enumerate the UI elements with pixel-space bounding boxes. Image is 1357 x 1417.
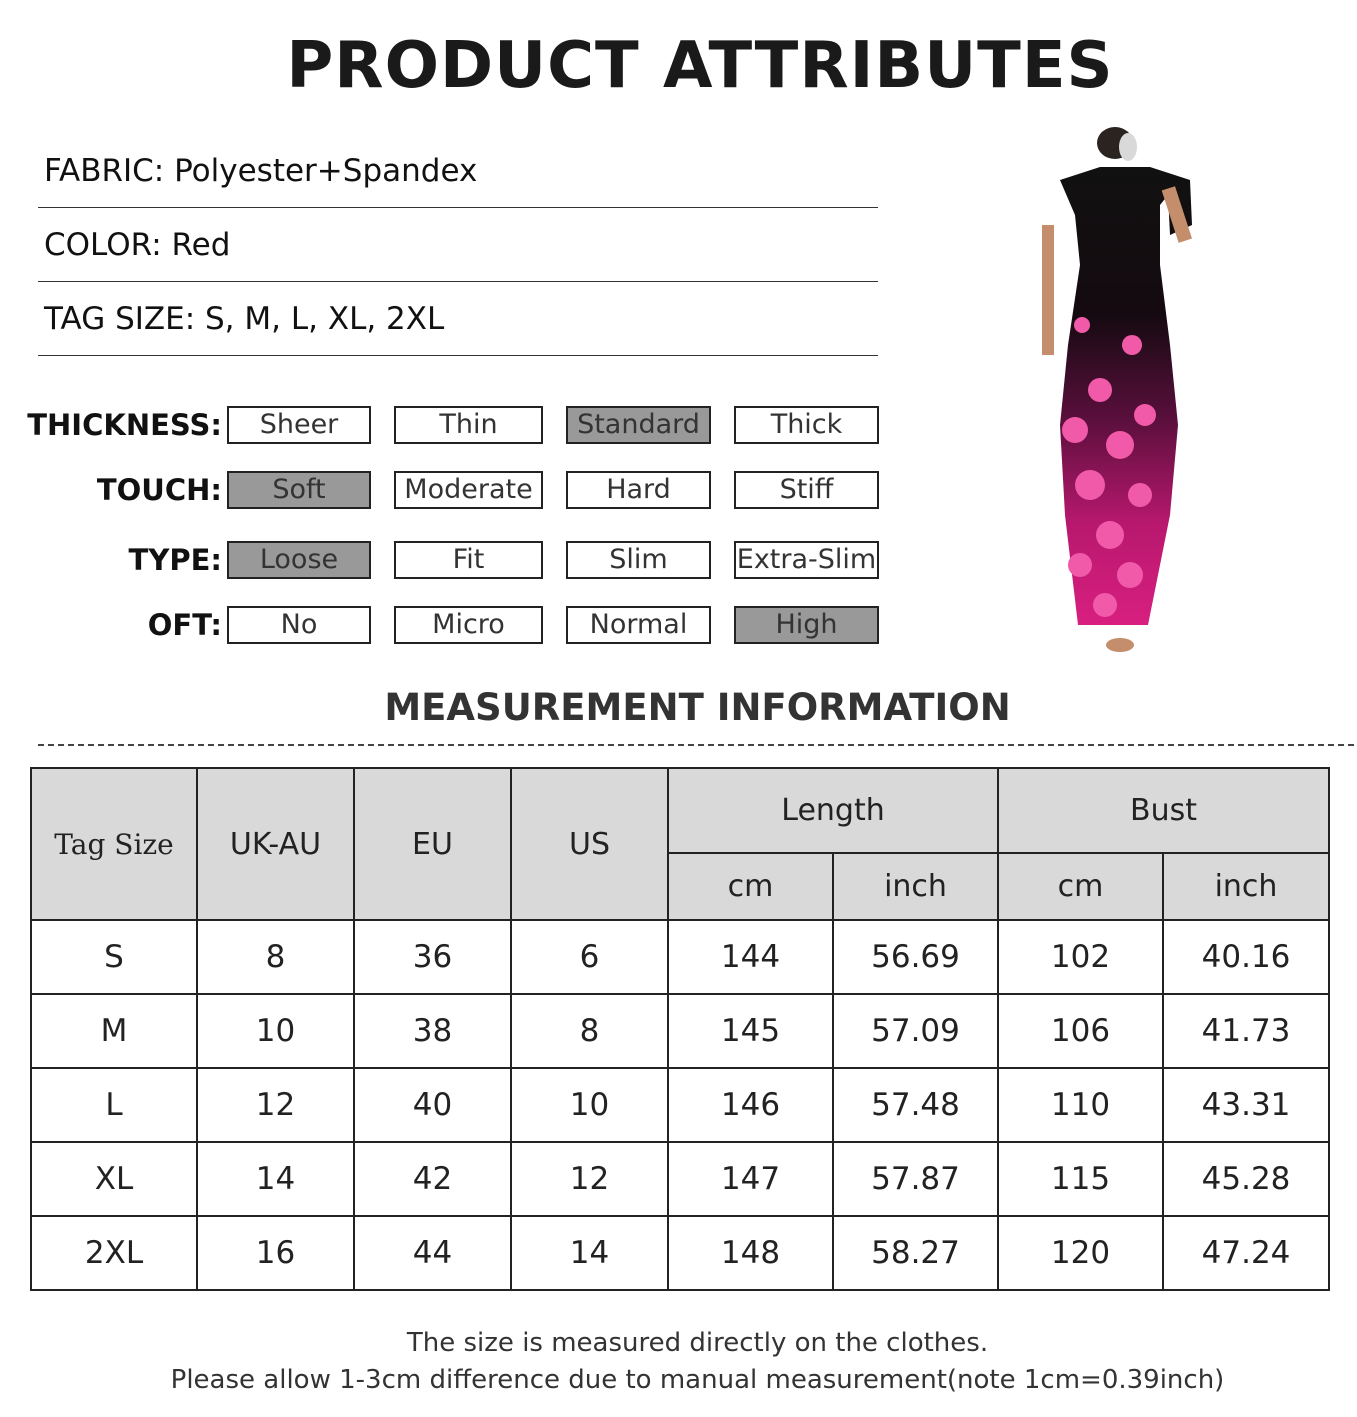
table-cell: 2XL xyxy=(31,1216,197,1290)
header-length: Length xyxy=(668,768,998,853)
table-cell: 56.69 xyxy=(833,920,998,994)
table-cell: 145 xyxy=(668,994,833,1068)
header-length-inch: inch xyxy=(833,853,998,920)
property-label: TOUCH: xyxy=(96,473,222,507)
measurement-title: MEASUREMENT INFORMATION xyxy=(384,686,1011,729)
option-micro: Micro xyxy=(394,606,543,644)
table-cell: 120 xyxy=(998,1216,1163,1290)
tag-size-text: TAG SIZE: S, M, L, XL, 2XL xyxy=(44,301,445,337)
table-cell: 147 xyxy=(668,1142,833,1216)
table-cell: 57.09 xyxy=(833,994,998,1068)
header-bust-inch: inch xyxy=(1163,853,1329,920)
property-label: THICKNESS: xyxy=(27,408,222,442)
option-loose: Loose xyxy=(227,541,371,579)
table-cell: 45.28 xyxy=(1163,1142,1329,1216)
table-cell: 8 xyxy=(197,920,354,994)
table-cell: 42 xyxy=(354,1142,511,1216)
table-cell: 110 xyxy=(998,1068,1163,1142)
header-bust-cm: cm xyxy=(998,853,1163,920)
table-cell: 38 xyxy=(354,994,511,1068)
fabric-text: FABRIC: Polyester+Spandex xyxy=(44,153,478,189)
option-stiff: Stiff xyxy=(734,471,879,509)
foot-shape xyxy=(1106,638,1134,652)
header-length-cm: cm xyxy=(668,853,833,920)
option-normal: Normal xyxy=(566,606,711,644)
table-cell: 41.73 xyxy=(1163,994,1329,1068)
option-sheer: Sheer xyxy=(227,406,371,444)
tag-size-row xyxy=(38,281,878,356)
option-slim: Slim xyxy=(566,541,711,579)
table-cell: 148 xyxy=(668,1216,833,1290)
table-cell: 10 xyxy=(511,1068,668,1142)
table-cell: 44 xyxy=(354,1216,511,1290)
table-cell: 106 xyxy=(998,994,1163,1068)
option-no: No xyxy=(227,606,371,644)
table-cell: 57.48 xyxy=(833,1068,998,1142)
measurement-body xyxy=(31,920,1329,1290)
option-hard: Hard xyxy=(566,471,711,509)
table-row xyxy=(31,1216,1329,1290)
table-cell: 8 xyxy=(511,994,668,1068)
option-standard: Standard xyxy=(566,406,711,444)
table-cell: L xyxy=(31,1068,197,1142)
table-row xyxy=(31,920,1329,994)
color-row xyxy=(38,207,878,282)
table-cell: 12 xyxy=(511,1142,668,1216)
table-row xyxy=(31,1142,1329,1216)
color-text: COLOR: Red xyxy=(44,227,231,263)
table-cell: 36 xyxy=(354,920,511,994)
table-cell: 144 xyxy=(668,920,833,994)
table-cell: 14 xyxy=(511,1216,668,1290)
left-arm-shape xyxy=(1042,225,1054,355)
table-cell: 102 xyxy=(998,920,1163,994)
table-cell: 14 xyxy=(197,1142,354,1216)
footnote-line-1: The size is measured directly on the clothes. xyxy=(406,1328,989,1358)
dashed-divider xyxy=(38,744,1354,746)
fabric-row xyxy=(38,133,878,208)
table-cell: 6 xyxy=(511,920,668,994)
table-cell: 47.24 xyxy=(1163,1216,1329,1290)
option-moderate: Moderate xyxy=(394,471,543,509)
phone-shape xyxy=(1119,133,1137,161)
table-cell: 115 xyxy=(998,1142,1163,1216)
option-extra-slim: Extra-Slim xyxy=(734,541,879,579)
table-cell: 40 xyxy=(354,1068,511,1142)
measurement-table xyxy=(30,767,1330,1291)
table-cell: 10 xyxy=(197,994,354,1068)
option-high: High xyxy=(734,606,879,644)
property-label: TYPE: xyxy=(128,543,222,577)
header-tag-size: Tag Size xyxy=(31,768,197,920)
table-cell: 43.31 xyxy=(1163,1068,1329,1142)
table-row xyxy=(31,994,1329,1068)
table-cell: 58.27 xyxy=(833,1216,998,1290)
table-cell: 57.87 xyxy=(833,1142,998,1216)
table-cell: S xyxy=(31,920,197,994)
header-us: US xyxy=(511,768,668,920)
product-photo xyxy=(1020,125,1230,670)
header-uk-au: UK-AU xyxy=(197,768,354,920)
table-cell: XL xyxy=(31,1142,197,1216)
option-thin: Thin xyxy=(394,406,543,444)
footnote-line-2: Please allow 1-3cm difference due to manual measurement(note 1cm=0.39inch) xyxy=(170,1365,1225,1395)
table-cell: 16 xyxy=(197,1216,354,1290)
table-cell: 40.16 xyxy=(1163,920,1329,994)
header-bust: Bust xyxy=(998,768,1329,853)
table-cell: M xyxy=(31,994,197,1068)
option-soft: Soft xyxy=(227,471,371,509)
option-thick: Thick xyxy=(734,406,879,444)
property-label: OFT: xyxy=(147,608,222,642)
option-fit: Fit xyxy=(394,541,543,579)
table-cell: 12 xyxy=(197,1068,354,1142)
header-eu: EU xyxy=(354,768,511,920)
table-cell: 146 xyxy=(668,1068,833,1142)
page-title: PRODUCT ATTRIBUTES xyxy=(286,29,1114,103)
table-row xyxy=(31,1068,1329,1142)
